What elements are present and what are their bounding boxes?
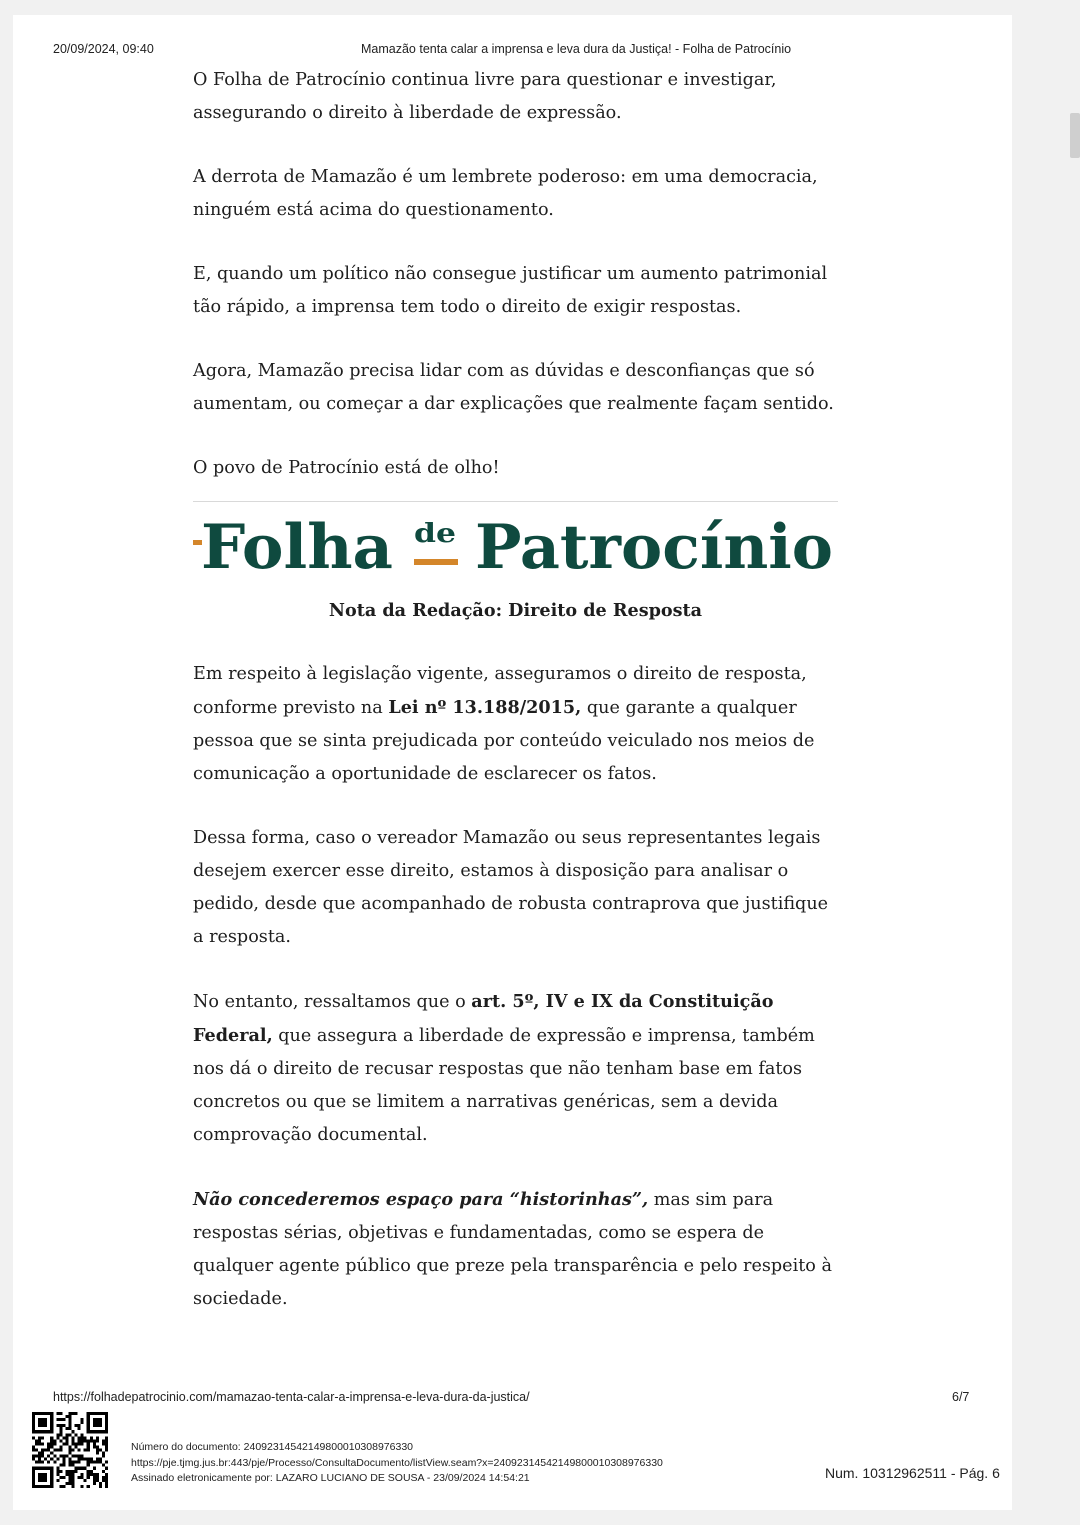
text: mas sim para respostas sérias, objetivas e fundamentadas, como se espera de qualquer agente público que preze pela transparência e pelo respeito à sociedade. [193, 1190, 832, 1309]
paragraph: O povo de Patrocínio está de olho! [193, 458, 500, 478]
svg-text:de: de [414, 519, 456, 549]
paragraph: E, quando um político não consegue justificar um aumento patrimonial tão rápido, a imprensa tem todo o direito de exigir respostas. [193, 264, 828, 317]
bold-text: Lei nº 13.188/2015, [388, 697, 582, 718]
print-datetime: 20/09/2024, 09:40 [53, 42, 154, 56]
paragraph: A derrota de Mamazão é um lembrete poderoso: em uma democracia, ninguém está acima do questionamento. [193, 167, 818, 220]
document-number: Número do documento: 24092314542149800010308976330 [131, 1441, 413, 1453]
paragraph [193, 1183, 838, 1316]
bold-text: art. 5º, IV e IX da Constituição Federal, [193, 991, 774, 1046]
signed-by: Assinado eletronicamente por: LAZARO LUCIANO DE SOUSA - 23/09/2024 14:54:21 [131, 1472, 530, 1484]
doc-page-number: Num. 10312962511 - Pág. 6 [825, 1465, 1000, 1481]
signature-block [131, 1440, 663, 1487]
folha-de-patrocinio-logo [193, 502, 838, 594]
article-body [193, 64, 838, 1347]
paragraph [193, 658, 838, 791]
svg-text:Folha: Folha [201, 512, 393, 583]
nota-title: Nota da Redação: Direito de Resposta [328, 600, 703, 621]
document-link[interactable]: https://pje.tjmg.jus.br:443/pje/Processo/ConsultaDocumento/listView.seam?x=24092314542149800010308976330 [131, 1456, 663, 1469]
text: Em respeito à legislação vigente, asseguramos o direito de resposta, conforme previsto na [193, 664, 807, 718]
paragraph: Dessa forma, caso o vereador Mamazão ou seus representantes legais desejem exercer esse direito, estamos à disposição para analisar o pedido, desde que acompanhado de robusta contraprova que justifique a resposta. [193, 828, 829, 947]
text: No entanto, ressaltamos que o [193, 992, 472, 1012]
paragraph [193, 985, 838, 1152]
scrollbar-thumb[interactable] [1070, 113, 1080, 158]
print-page-number: 6/7 [952, 1390, 970, 1404]
paragraph: O Folha de Patrocínio continua livre para questionar e investigar, assegurando o direito à liberdade de expressão. [193, 70, 777, 123]
text: que assegura a liberdade de expressão e imprensa, também nos dá o direito de recusar respostas que não tenham base em fatos concretos ou que se limitem a narrativas genéricas, sem a devida comprovação documental. [193, 1026, 815, 1145]
qr-code-icon [32, 1412, 108, 1488]
text: que garante a qualquer pessoa que se sinta prejudicada por conteúdo veiculado nos meios de comunicação a oportunidade de esclarecer os fatos. [193, 698, 815, 784]
paragraph: Agora, Mamazão precisa lidar com as dúvidas e desconfianças que só aumentam, ou começar a dar explicações que realmente façam sentido. [193, 361, 834, 414]
svg-text:Patrocínio: Patrocínio [475, 512, 833, 583]
print-url: https://folhadepatrocinio.com/mamazao-tenta-calar-a-imprensa-e-leva-dura-da-justica/ [53, 1390, 530, 1404]
print-page-title: Mamazão tenta calar a imprensa e leva dura da Justiça! - Folha de Patrocínio [361, 42, 792, 56]
bold-italic-text: Não concederemos espaço para “historinhas”, [193, 1189, 649, 1210]
